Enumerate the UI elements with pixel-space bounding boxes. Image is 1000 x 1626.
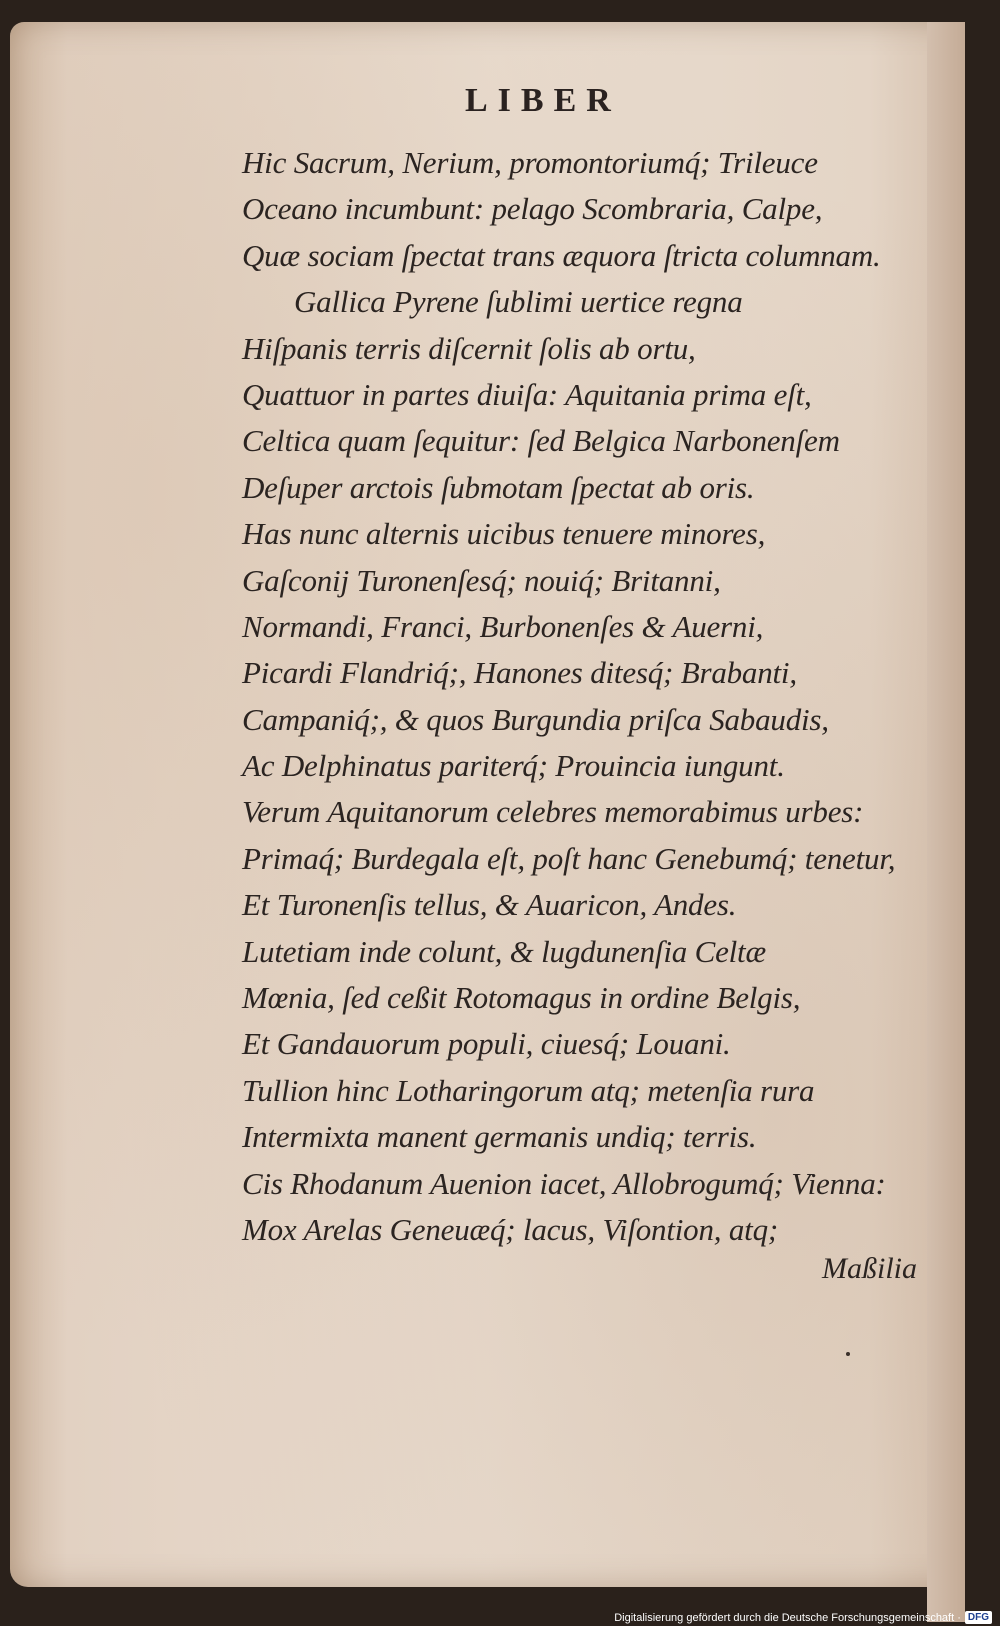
verse-line: Has nunc alternis uicibus tenuere minores, (242, 516, 766, 552)
catchword: Maßilia (822, 1252, 917, 1285)
verse-line: Gaſconij Turonenſesq́; nouiq́; Britanni, (242, 562, 721, 598)
verse-line: Oceano incumbunt: pelago Scombraria, Calpe, (242, 191, 823, 227)
verse-line: Deſuper arctois ſubmotam ſpectat ab oris. (242, 469, 755, 505)
verse-line: Celtica quam ſequitur: ſed Belgica Narbonenſem (242, 423, 840, 459)
running-header: LIBER (465, 82, 621, 119)
verse-line: Campaniq́;, & quos Burgundia priſca Sabaudis, (242, 701, 829, 737)
verse-line: Et Turonenſis tellus, & Auaricon, Andes. (242, 887, 737, 923)
book-page (10, 22, 965, 1587)
verse-line: Hic Sacrum, Nerium, promontoriumq́; Trileuce (242, 145, 818, 180)
verse-line: Cis Rhodanum Auenion iacet, Allobrogumq́; Vienna: (242, 1165, 886, 1201)
verse-block (242, 140, 962, 1253)
verse-line: Picardi Flandriq́;, Hanones ditesq́; Brabanti, (242, 655, 797, 691)
verse-line: Hiſpanis terris diſcernit ſolis ab ortu, (242, 330, 696, 366)
verse-line: Mox Arelas Geneuæq́; lacus, Viſontion, atq; (242, 1211, 779, 1247)
verse-line: Quattuor in partes diuiſa: Aquitania prima eſt, (242, 376, 812, 412)
verse-line: Lutetiam inde colunt, & lugdunenſia Celtæ (242, 933, 766, 969)
credit-text: Digitalisierung gefördert durch die Deutsche Forschungsgemeinschaft · (614, 1611, 961, 1624)
digitization-credit (614, 1611, 992, 1624)
verse-line: Primaq́; Burdegala eſt, poſt hanc Genebumq́; tenetur, (242, 840, 896, 876)
dfg-logo: DFG (965, 1611, 992, 1624)
verse-line: Verum Aquitanorum celebres memorabimus urbes: (242, 794, 864, 830)
verse-line: Et Gandauorum populi, ciuesq́; Louani. (242, 1026, 731, 1062)
verse-line: Mœnia, ſed ceßit Rotomagus in ordine Belgis, (242, 980, 801, 1016)
verse-line: Intermixta manent germanis undiq; terris. (242, 1119, 757, 1155)
verse-line: Normandi, Franci, Burbonenſes & Auerni, (242, 608, 764, 644)
verse-line: Tullion hinc Lotharingorum atq; metenſia rura (242, 1072, 815, 1108)
verse-line: Gallica Pyrene ſublimi uertice regna (294, 284, 743, 320)
verse-line: Quæ sociam ſpectat trans æquora ſtricta columnam. (242, 237, 881, 273)
verse-line: Ac Delphinatus pariterq́; Prouincia iungunt. (242, 748, 785, 784)
ink-speck (846, 1352, 850, 1356)
